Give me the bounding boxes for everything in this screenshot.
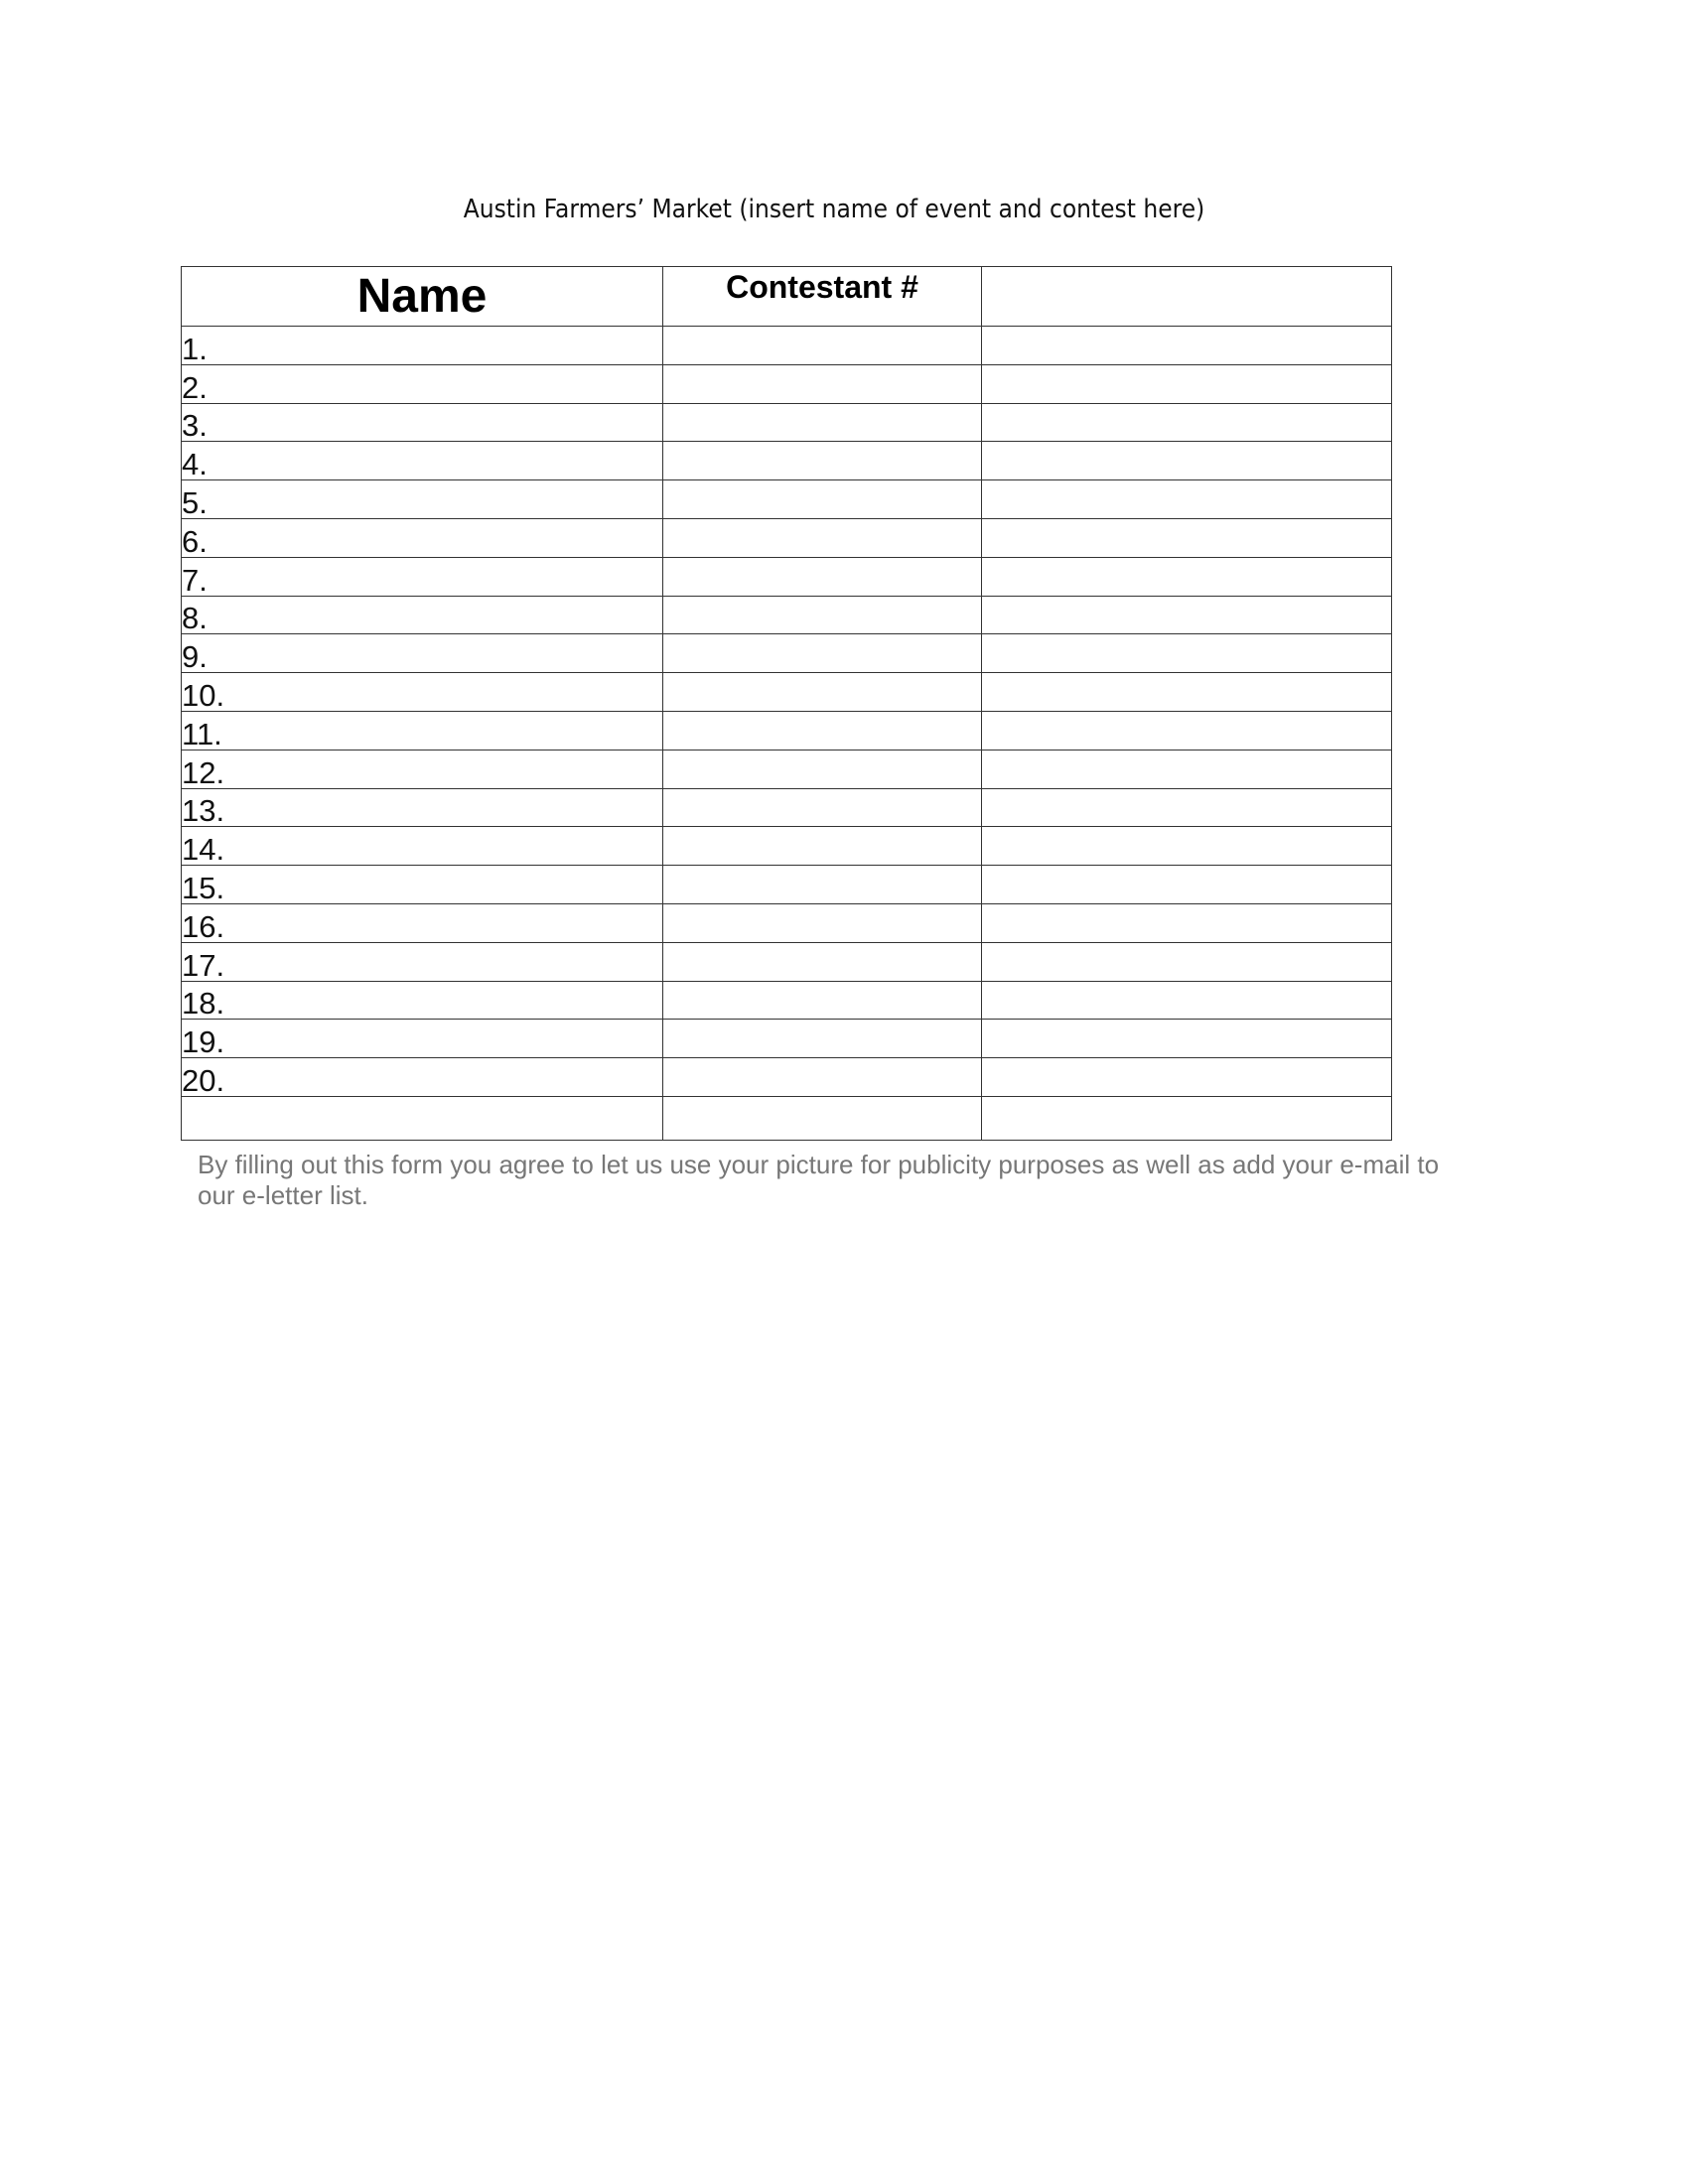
contestant-number-cell[interactable] [663,827,982,866]
extra-cell[interactable] [982,903,1392,942]
extra-cell[interactable] [982,750,1392,788]
extra-cell[interactable] [982,827,1392,866]
blank-cell[interactable] [663,1096,982,1140]
row-number-name-cell[interactable]: 15. [182,866,663,904]
extra-cell[interactable] [982,942,1392,981]
extra-cell[interactable] [982,557,1392,596]
row-number-name-cell[interactable]: 20. [182,1058,663,1097]
table-row [182,518,1392,557]
extra-cell[interactable] [982,788,1392,827]
contestant-number-cell[interactable] [663,403,982,442]
row-number-name-cell[interactable]: 5. [182,480,663,519]
table-row [182,942,1392,981]
contestant-number-cell[interactable] [663,866,982,904]
table-row [182,596,1392,634]
table-row [182,903,1392,942]
contestant-number-cell[interactable] [663,327,982,365]
table-row [182,750,1392,788]
row-number-name-cell[interactable]: 17. [182,942,663,981]
header-name: Name [182,267,663,327]
row-number-name-cell[interactable]: 9. [182,634,663,673]
table-row [182,327,1392,365]
extra-cell[interactable] [982,673,1392,712]
extra-cell[interactable] [982,1020,1392,1058]
table-row [182,866,1392,904]
contestant-number-cell[interactable] [663,750,982,788]
header-contestant-number: Contestant # [663,267,982,327]
row-number-name-cell[interactable]: 10. [182,673,663,712]
row-number-name-cell[interactable]: 1. [182,327,663,365]
contestant-number-cell[interactable] [663,711,982,750]
table-row [182,673,1392,712]
table-row [182,442,1392,480]
row-number-name-cell[interactable]: 7. [182,557,663,596]
extra-cell[interactable] [982,634,1392,673]
table-row [182,634,1392,673]
extra-cell[interactable] [982,981,1392,1020]
contestant-number-cell[interactable] [663,1058,982,1097]
contestant-number-cell[interactable] [663,557,982,596]
header-row [182,267,1392,327]
contestant-number-cell[interactable] [663,903,982,942]
blank-row [182,1096,1392,1140]
row-number-name-cell[interactable]: 18. [182,981,663,1020]
table-row [182,711,1392,750]
row-number-name-cell[interactable]: 12. [182,750,663,788]
extra-cell[interactable] [982,518,1392,557]
contestant-number-cell[interactable] [663,634,982,673]
row-number-name-cell[interactable]: 6. [182,518,663,557]
contestant-number-cell[interactable] [663,788,982,827]
table-row [182,1020,1392,1058]
table-row [182,981,1392,1020]
contestant-number-cell[interactable] [663,673,982,712]
contestant-number-cell[interactable] [663,364,982,403]
blank-cell[interactable] [982,1096,1392,1140]
row-number-name-cell[interactable]: 3. [182,403,663,442]
row-number-name-cell[interactable]: 13. [182,788,663,827]
contestant-number-cell[interactable] [663,942,982,981]
row-number-name-cell[interactable]: 8. [182,596,663,634]
header-blank [982,267,1392,327]
table-row [182,788,1392,827]
table-row [182,557,1392,596]
row-number-name-cell[interactable]: 11. [182,711,663,750]
extra-cell[interactable] [982,711,1392,750]
table-row [182,1058,1392,1097]
contestant-number-cell[interactable] [663,981,982,1020]
table-row [182,827,1392,866]
table-row [182,403,1392,442]
extra-cell[interactable] [982,442,1392,480]
extra-cell[interactable] [982,480,1392,519]
row-number-name-cell[interactable]: 4. [182,442,663,480]
page-title: Austin Farmers’ Market (insert name of event and contest here) [463,195,1205,224]
table-row [182,480,1392,519]
row-number-name-cell[interactable]: 2. [182,364,663,403]
signup-table [181,266,1392,1141]
table-row [182,364,1392,403]
extra-cell[interactable] [982,364,1392,403]
contestant-number-cell[interactable] [663,596,982,634]
contestant-number-cell[interactable] [663,518,982,557]
contestant-number-cell[interactable] [663,1020,982,1058]
blank-cell[interactable] [182,1096,663,1140]
row-number-name-cell[interactable]: 16. [182,903,663,942]
row-number-name-cell[interactable]: 19. [182,1020,663,1058]
row-number-name-cell[interactable]: 14. [182,827,663,866]
consent-note: By filling out this form you agree to let us use your picture for publicity purposes as well as add your e-mail to our e-letter list. [198,1150,1440,1210]
extra-cell[interactable] [982,1058,1392,1097]
extra-cell[interactable] [982,866,1392,904]
extra-cell[interactable] [982,596,1392,634]
contestant-number-cell[interactable] [663,442,982,480]
extra-cell[interactable] [982,327,1392,365]
contestant-number-cell[interactable] [663,480,982,519]
extra-cell[interactable] [982,403,1392,442]
